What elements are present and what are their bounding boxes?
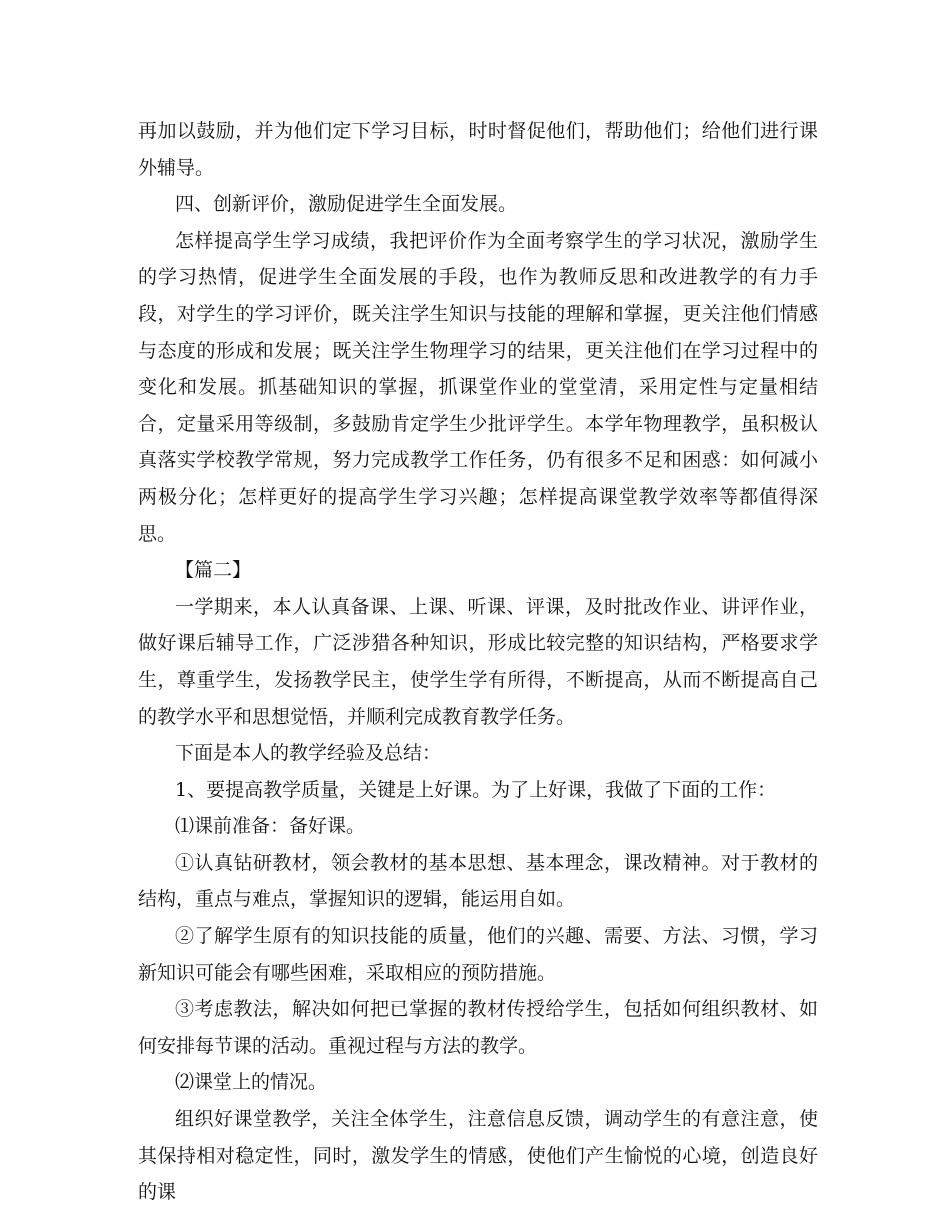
paragraph-evaluation: 怎样提高学生学习成绩，我把评价作为全面考察学生的学习状况，激励学生的学习热情，促进学生全面发展的手段，也作为教师反思和改进教学的有力手段，对学生的学习评价，既关注学生知识与技能的理解和掌握，更关注他们情感与态度的形成和发展；既关注学生物理学习的结果，更关注他们在学习过程中的变化和发展。抓基础知识的掌握，抓课堂作业的堂堂清，采用定性与定量相结合，定量采用等级制，多鼓励肯定学生少批评学生。本学年物理教学，虽积极认真落实学校教学常规，努力完成教学工作任务，仍有很多不足和困惑：如何减小两极分化；怎样更好的提高学生学习兴趣；怎样提高课堂教学效率等都值得深思。 [138,229,818,545]
paragraph-subpoint-1: ⑴课前准备：备好课。 [175,815,366,838]
paragraph-item-circled-3: ③考虑教法，解决如何把已掌握的教材传授给学生，包括如何组织教材、如何安排每节课的活动。重视过程与方法的教学。 [138,998,818,1057]
paragraph-item-circled-1: ①认真钻研教材，领会教材的基本思想、基本理念，课改精神。对于教材的结构，重点与难点，掌握知识的逻辑，能运用自如。 [138,851,818,911]
paragraph-subpoint-2: ⑵课堂上的情况。 [175,1071,328,1094]
document-body [138,113,818,1211]
paragraph-continuation: 再加以鼓励，并为他们定下学习目标，时时督促他们，帮助他们；给他们进行课外辅导。 [138,120,818,179]
paragraph-semester-summary: 一学期来，本人认真备课、上课、听课、评课，及时批改作业、讲评作业，做好课后辅导工作，广泛涉猎各种知识，形成比较完整的知识结构，严格要求学生，尊重学生，发扬教学民主，使学生学有所得，不断提高，从而不断提高自己的教学水平和思想觉悟，并顺利完成教育教学任务。 [138,595,818,728]
paragraph-point-1: 1、要提高教学质量，关键是上好课。为了上好课，我做了下面的工作： [175,778,777,801]
section-heading-part-two: 【篇二】 [175,559,252,582]
paragraph-experience-intro: 下面是本人的教学经验及总结： [175,742,442,765]
section-heading-innovative-evaluation: 四、创新评价，激励促进学生全面发展。 [175,193,518,216]
paragraph-item-circled-2: ②了解学生原有的知识技能的质量，他们的兴趣、需要、方法、习惯，学习新知识可能会有哪些困难，采取相应的预防措施。 [138,925,818,984]
paragraph-classroom-organization: 组织好课堂教学，关注全体学生，注意信息反馈，调动学生的有意注意，使其保持相对稳定性，同时，激发学生的情感，使他们产生愉悦的心境，创造良好的课 [138,1108,818,1204]
